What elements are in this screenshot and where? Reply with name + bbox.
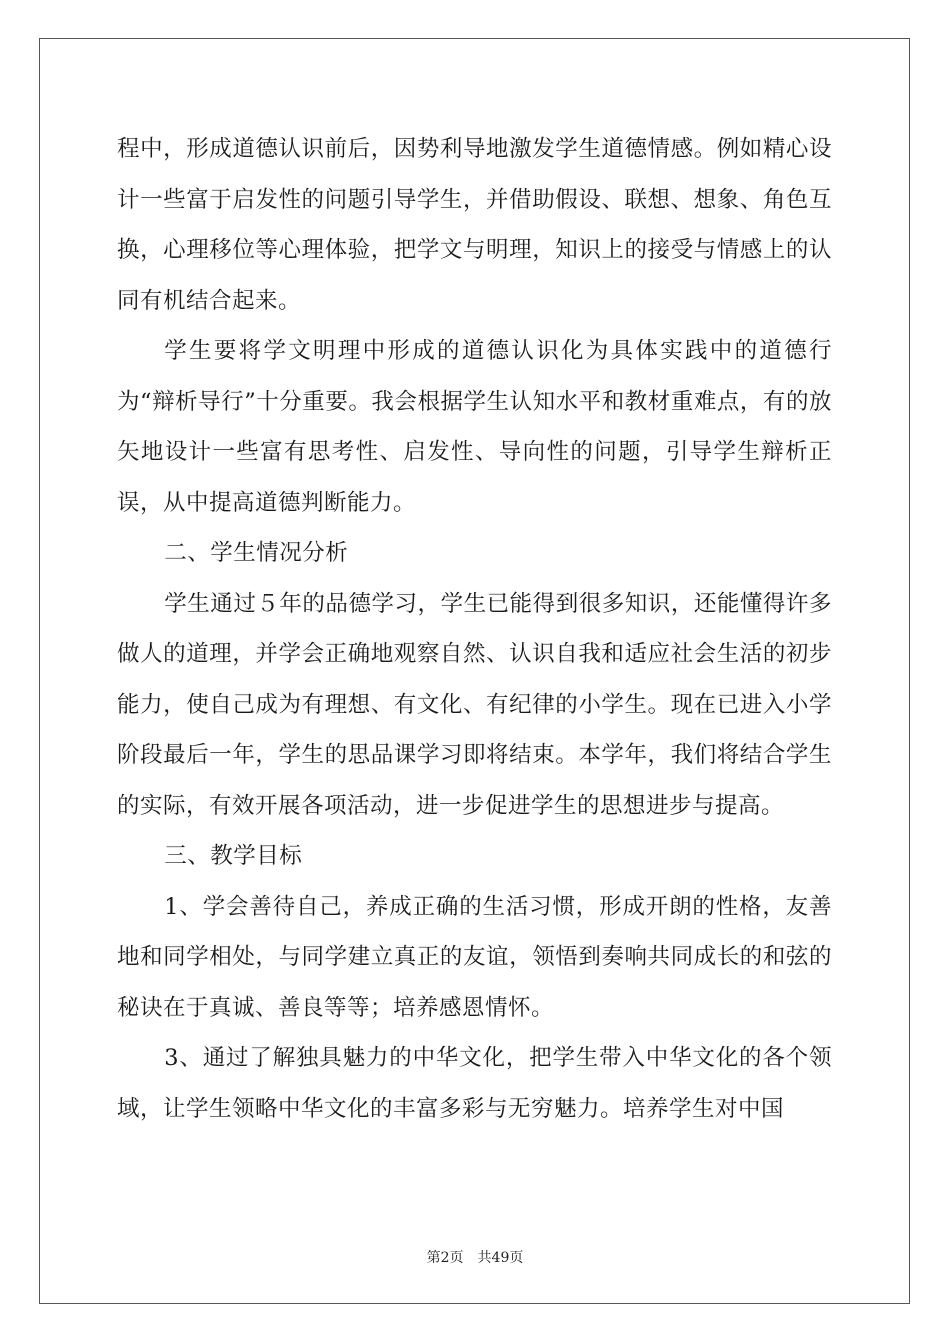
section-heading-student-analysis: 二、学生情况分析 (164, 540, 349, 566)
section-heading-teaching-goals: 三、教学目标 (164, 843, 303, 869)
page-total: 共49页 (477, 1250, 524, 1266)
document-body (117, 124, 832, 1134)
page-number: 第2页 (426, 1250, 464, 1266)
page-footer (0, 1247, 950, 1267)
paragraph-goal-1: 1、学会善待自己，养成正确的生活习惯，形成开朗的性格，友善地和同学相处，与同学建立真正的友谊，领悟到奏响共同成长的和弦的秘诀在于真诚、善良等等；培养感恩情怀。 (117, 893, 832, 1021)
paragraph-1: 程中，形成道德认识前后，因势利导地激发学生道德情感。例如精心设计一些富于启发性的问题引导学生，并借助假设、联想、想象、角色互换，心理移位等心理体验，把学文与明理，知识上的接受与情感上的认同有机结合起来。 (117, 136, 832, 314)
paragraph-2: 学生要将学文明理中形成的道德认识化为具体实践中的道德行为“辩析导行”十分重要。我会根据学生认知水平和教材重难点，有的放矢地设计一些富有思考性、启发性、导向性的问题，引导学生辩析正误，从中提高道德判断能力。 (117, 338, 832, 516)
paragraph-3: 学生通过５年的品德学习，学生已能得到很多知识，还能懂得许多做人的道理，并学会正确地观察自然、认识自我和适应社会生活的初步能力，使自己成为有理想、有文化、有纪律的小学生。现在已进入小学阶段最后一年，学生的思品课学习即将结束。本学年，我们将结合学生的实际，有效开展各项活动，进一步促进学生的思想进步与提高。 (117, 590, 832, 819)
paragraph-goal-3: 3、通过了解独具魅力的中华文化，把学生带入中华文化的各个领域，让学生领略中华文化的丰富多彩与无穷魅力。培养学生对中国 (117, 1045, 832, 1122)
